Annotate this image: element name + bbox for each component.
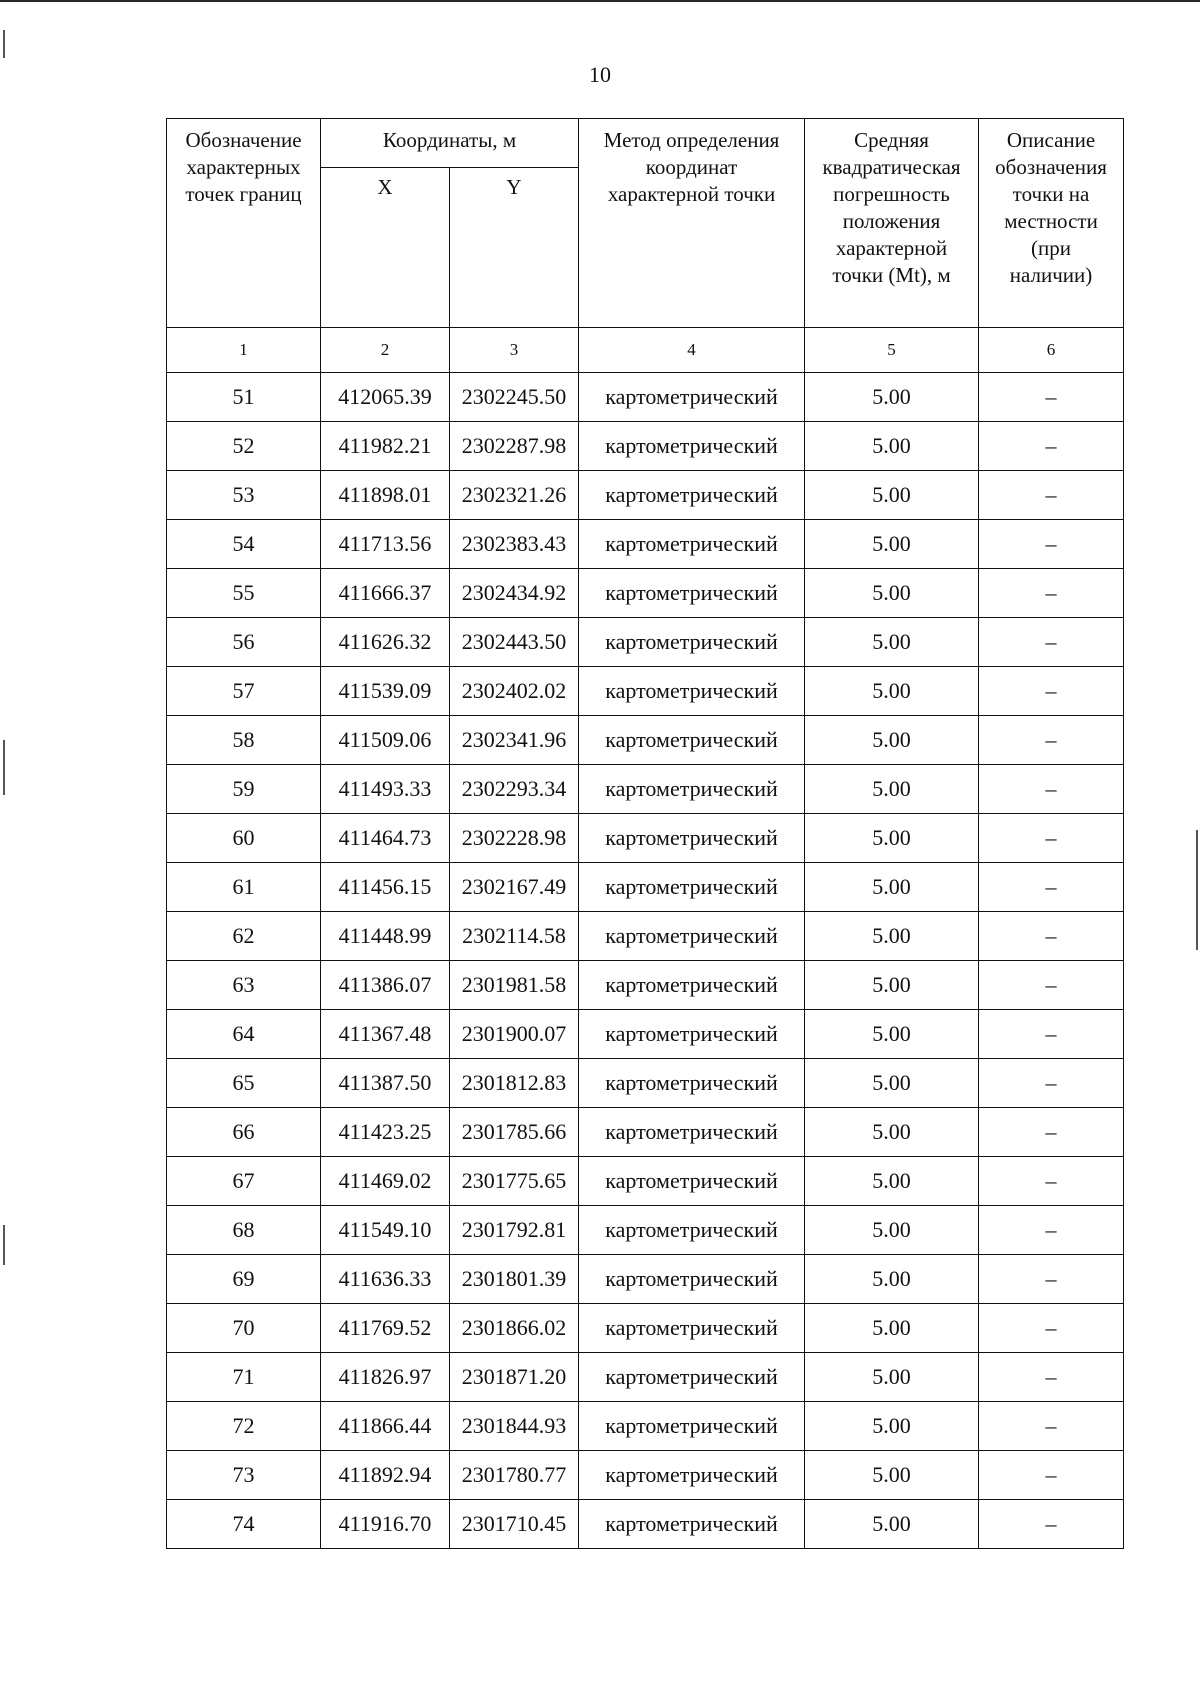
cell-error: 5.00 <box>805 716 979 765</box>
cell-method: картометрический <box>579 1010 805 1059</box>
table-row <box>167 1059 1124 1108</box>
cell-method: картометрический <box>579 618 805 667</box>
cell-coordinate-x: 411539.09 <box>321 667 450 716</box>
scan-margin-mark <box>1196 830 1198 950</box>
cell-point-number: 73 <box>167 1451 321 1500</box>
cell-method: картометрический <box>579 1451 805 1500</box>
header-point-designation: Обозначение характерных точек границ <box>167 119 321 328</box>
table-row <box>167 1304 1124 1353</box>
column-number: 4 <box>579 328 805 373</box>
cell-coordinate-y: 2302383.43 <box>450 520 579 569</box>
cell-description: – <box>979 1402 1124 1451</box>
scan-edge-line <box>0 0 1200 2</box>
cell-coordinate-x: 411448.99 <box>321 912 450 961</box>
cell-method: картометрический <box>579 569 805 618</box>
cell-description: – <box>979 863 1124 912</box>
cell-coordinate-x: 411386.07 <box>321 961 450 1010</box>
cell-coordinate-x: 411387.50 <box>321 1059 450 1108</box>
cell-point-number: 69 <box>167 1255 321 1304</box>
cell-description: – <box>979 765 1124 814</box>
table-row <box>167 1353 1124 1402</box>
scan-margin-mark <box>3 1225 5 1265</box>
cell-method: картометрический <box>579 1059 805 1108</box>
table-row <box>167 1206 1124 1255</box>
cell-method: картометрический <box>579 716 805 765</box>
cell-error: 5.00 <box>805 618 979 667</box>
cell-error: 5.00 <box>805 1059 979 1108</box>
cell-point-number: 74 <box>167 1500 321 1549</box>
cell-point-number: 62 <box>167 912 321 961</box>
cell-coordinate-x: 411982.21 <box>321 422 450 471</box>
cell-coordinate-y: 2301792.81 <box>450 1206 579 1255</box>
cell-coordinate-y: 2302293.34 <box>450 765 579 814</box>
column-number: 3 <box>450 328 579 373</box>
header-error: Средняя квадратическая погрешность положения характерной точки (Mt), м <box>805 119 979 328</box>
cell-description: – <box>979 1255 1124 1304</box>
cell-coordinate-x: 411626.32 <box>321 618 450 667</box>
cell-coordinate-x: 411367.48 <box>321 1010 450 1059</box>
cell-description: – <box>979 1010 1124 1059</box>
cell-error: 5.00 <box>805 765 979 814</box>
table-row <box>167 1108 1124 1157</box>
header-x: X <box>321 168 450 328</box>
coordinates-table <box>166 118 1124 1549</box>
cell-coordinate-y: 2302167.49 <box>450 863 579 912</box>
cell-description: – <box>979 1304 1124 1353</box>
cell-description: – <box>979 961 1124 1010</box>
cell-coordinate-y: 2302245.50 <box>450 373 579 422</box>
table-row <box>167 716 1124 765</box>
cell-description: – <box>979 1451 1124 1500</box>
cell-error: 5.00 <box>805 1010 979 1059</box>
cell-coordinate-y: 2301981.58 <box>450 961 579 1010</box>
cell-description: – <box>979 1108 1124 1157</box>
scan-margin-mark <box>3 30 5 58</box>
cell-method: картометрический <box>579 1500 805 1549</box>
cell-point-number: 60 <box>167 814 321 863</box>
cell-method: картометрический <box>579 1206 805 1255</box>
cell-description: – <box>979 373 1124 422</box>
cell-coordinate-y: 2301871.20 <box>450 1353 579 1402</box>
table-row <box>167 373 1124 422</box>
cell-point-number: 54 <box>167 520 321 569</box>
cell-point-number: 72 <box>167 1402 321 1451</box>
cell-coordinate-x: 411898.01 <box>321 471 450 520</box>
cell-coordinate-y: 2301812.83 <box>450 1059 579 1108</box>
cell-coordinate-x: 411866.44 <box>321 1402 450 1451</box>
cell-error: 5.00 <box>805 1206 979 1255</box>
cell-coordinate-y: 2301900.07 <box>450 1010 579 1059</box>
cell-coordinate-x: 411916.70 <box>321 1500 450 1549</box>
cell-method: картометрический <box>579 373 805 422</box>
cell-error: 5.00 <box>805 1304 979 1353</box>
table-row <box>167 520 1124 569</box>
cell-description: – <box>979 569 1124 618</box>
cell-method: картометрический <box>579 520 805 569</box>
cell-coordinate-y: 2301775.65 <box>450 1157 579 1206</box>
cell-point-number: 67 <box>167 1157 321 1206</box>
cell-point-number: 57 <box>167 667 321 716</box>
cell-description: – <box>979 520 1124 569</box>
table-row <box>167 569 1124 618</box>
cell-coordinate-y: 2302114.58 <box>450 912 579 961</box>
cell-coordinate-x: 411464.73 <box>321 814 450 863</box>
cell-error: 5.00 <box>805 1402 979 1451</box>
cell-coordinate-y: 2301844.93 <box>450 1402 579 1451</box>
cell-point-number: 61 <box>167 863 321 912</box>
table-row <box>167 765 1124 814</box>
cell-coordinate-x: 411469.02 <box>321 1157 450 1206</box>
cell-coordinate-y: 2302443.50 <box>450 618 579 667</box>
cell-coordinate-y: 2302341.96 <box>450 716 579 765</box>
cell-method: картометрический <box>579 961 805 1010</box>
cell-error: 5.00 <box>805 520 979 569</box>
column-numbers-row <box>167 328 1124 373</box>
cell-description: – <box>979 1157 1124 1206</box>
table-row <box>167 961 1124 1010</box>
table-row <box>167 1451 1124 1500</box>
cell-error: 5.00 <box>805 1108 979 1157</box>
column-number: 5 <box>805 328 979 373</box>
cell-point-number: 59 <box>167 765 321 814</box>
cell-coordinate-y: 2301785.66 <box>450 1108 579 1157</box>
cell-error: 5.00 <box>805 1353 979 1402</box>
cell-method: картометрический <box>579 765 805 814</box>
table-row <box>167 1010 1124 1059</box>
table-row <box>167 618 1124 667</box>
cell-coordinate-x: 411892.94 <box>321 1451 450 1500</box>
cell-coordinate-y: 2301780.77 <box>450 1451 579 1500</box>
cell-coordinate-x: 411456.15 <box>321 863 450 912</box>
cell-error: 5.00 <box>805 569 979 618</box>
cell-coordinate-y: 2301866.02 <box>450 1304 579 1353</box>
cell-method: картометрический <box>579 1402 805 1451</box>
cell-coordinate-x: 411493.33 <box>321 765 450 814</box>
scan-margin-mark <box>3 740 5 795</box>
cell-description: – <box>979 618 1124 667</box>
cell-method: картометрический <box>579 912 805 961</box>
cell-point-number: 68 <box>167 1206 321 1255</box>
table-row <box>167 471 1124 520</box>
cell-coordinate-y: 2301801.39 <box>450 1255 579 1304</box>
table-row <box>167 863 1124 912</box>
table-row <box>167 1255 1124 1304</box>
cell-point-number: 56 <box>167 618 321 667</box>
cell-error: 5.00 <box>805 373 979 422</box>
cell-coordinate-x: 411713.56 <box>321 520 450 569</box>
table-row <box>167 814 1124 863</box>
cell-method: картометрический <box>579 1255 805 1304</box>
cell-point-number: 70 <box>167 1304 321 1353</box>
cell-point-number: 58 <box>167 716 321 765</box>
cell-error: 5.00 <box>805 667 979 716</box>
cell-method: картометрический <box>579 863 805 912</box>
cell-error: 5.00 <box>805 961 979 1010</box>
cell-method: картометрический <box>579 471 805 520</box>
cell-point-number: 51 <box>167 373 321 422</box>
cell-method: картометрический <box>579 1157 805 1206</box>
cell-error: 5.00 <box>805 912 979 961</box>
cell-description: – <box>979 422 1124 471</box>
cell-coordinate-x: 411826.97 <box>321 1353 450 1402</box>
header-coordinates: Координаты, м <box>321 119 579 168</box>
cell-error: 5.00 <box>805 1157 979 1206</box>
cell-description: – <box>979 912 1124 961</box>
table-row <box>167 1500 1124 1549</box>
table-row <box>167 1402 1124 1451</box>
cell-point-number: 71 <box>167 1353 321 1402</box>
page-number: 10 <box>589 62 611 87</box>
cell-coordinate-x: 411636.33 <box>321 1255 450 1304</box>
cell-coordinate-y: 2302321.26 <box>450 471 579 520</box>
cell-coordinate-x: 412065.39 <box>321 373 450 422</box>
cell-coordinate-x: 411423.25 <box>321 1108 450 1157</box>
header-row <box>167 119 1124 168</box>
cell-description: – <box>979 716 1124 765</box>
cell-coordinate-x: 411509.06 <box>321 716 450 765</box>
cell-error: 5.00 <box>805 1500 979 1549</box>
cell-point-number: 55 <box>167 569 321 618</box>
cell-description: – <box>979 814 1124 863</box>
table-row <box>167 422 1124 471</box>
cell-coordinate-y: 2302402.02 <box>450 667 579 716</box>
cell-coordinate-x: 411769.52 <box>321 1304 450 1353</box>
table-row <box>167 1157 1124 1206</box>
table-row <box>167 912 1124 961</box>
cell-coordinate-x: 411549.10 <box>321 1206 450 1255</box>
cell-description: – <box>979 1206 1124 1255</box>
cell-description: – <box>979 471 1124 520</box>
cell-error: 5.00 <box>805 863 979 912</box>
table-row <box>167 667 1124 716</box>
cell-method: картометрический <box>579 814 805 863</box>
cell-method: картометрический <box>579 422 805 471</box>
cell-description: – <box>979 667 1124 716</box>
cell-description: – <box>979 1059 1124 1108</box>
cell-error: 5.00 <box>805 471 979 520</box>
cell-description: – <box>979 1500 1124 1549</box>
cell-point-number: 66 <box>167 1108 321 1157</box>
header-method: Метод определения координат характерной точки <box>579 119 805 328</box>
cell-method: картометрический <box>579 1304 805 1353</box>
cell-point-number: 53 <box>167 471 321 520</box>
cell-coordinate-y: 2302228.98 <box>450 814 579 863</box>
cell-error: 5.00 <box>805 422 979 471</box>
column-number: 6 <box>979 328 1124 373</box>
cell-coordinate-x: 411666.37 <box>321 569 450 618</box>
cell-error: 5.00 <box>805 814 979 863</box>
cell-coordinate-y: 2301710.45 <box>450 1500 579 1549</box>
cell-point-number: 64 <box>167 1010 321 1059</box>
cell-description: – <box>979 1353 1124 1402</box>
cell-coordinate-y: 2302434.92 <box>450 569 579 618</box>
cell-point-number: 63 <box>167 961 321 1010</box>
cell-error: 5.00 <box>805 1255 979 1304</box>
cell-point-number: 52 <box>167 422 321 471</box>
cell-coordinate-y: 2302287.98 <box>450 422 579 471</box>
cell-method: картометрический <box>579 667 805 716</box>
cell-method: картометрический <box>579 1353 805 1402</box>
column-number: 1 <box>167 328 321 373</box>
header-y: Y <box>450 168 579 328</box>
header-description: Описание обозначения точки на местности (при наличии) <box>979 119 1124 328</box>
column-number: 2 <box>321 328 450 373</box>
cell-method: картометрический <box>579 1108 805 1157</box>
cell-point-number: 65 <box>167 1059 321 1108</box>
cell-error: 5.00 <box>805 1451 979 1500</box>
